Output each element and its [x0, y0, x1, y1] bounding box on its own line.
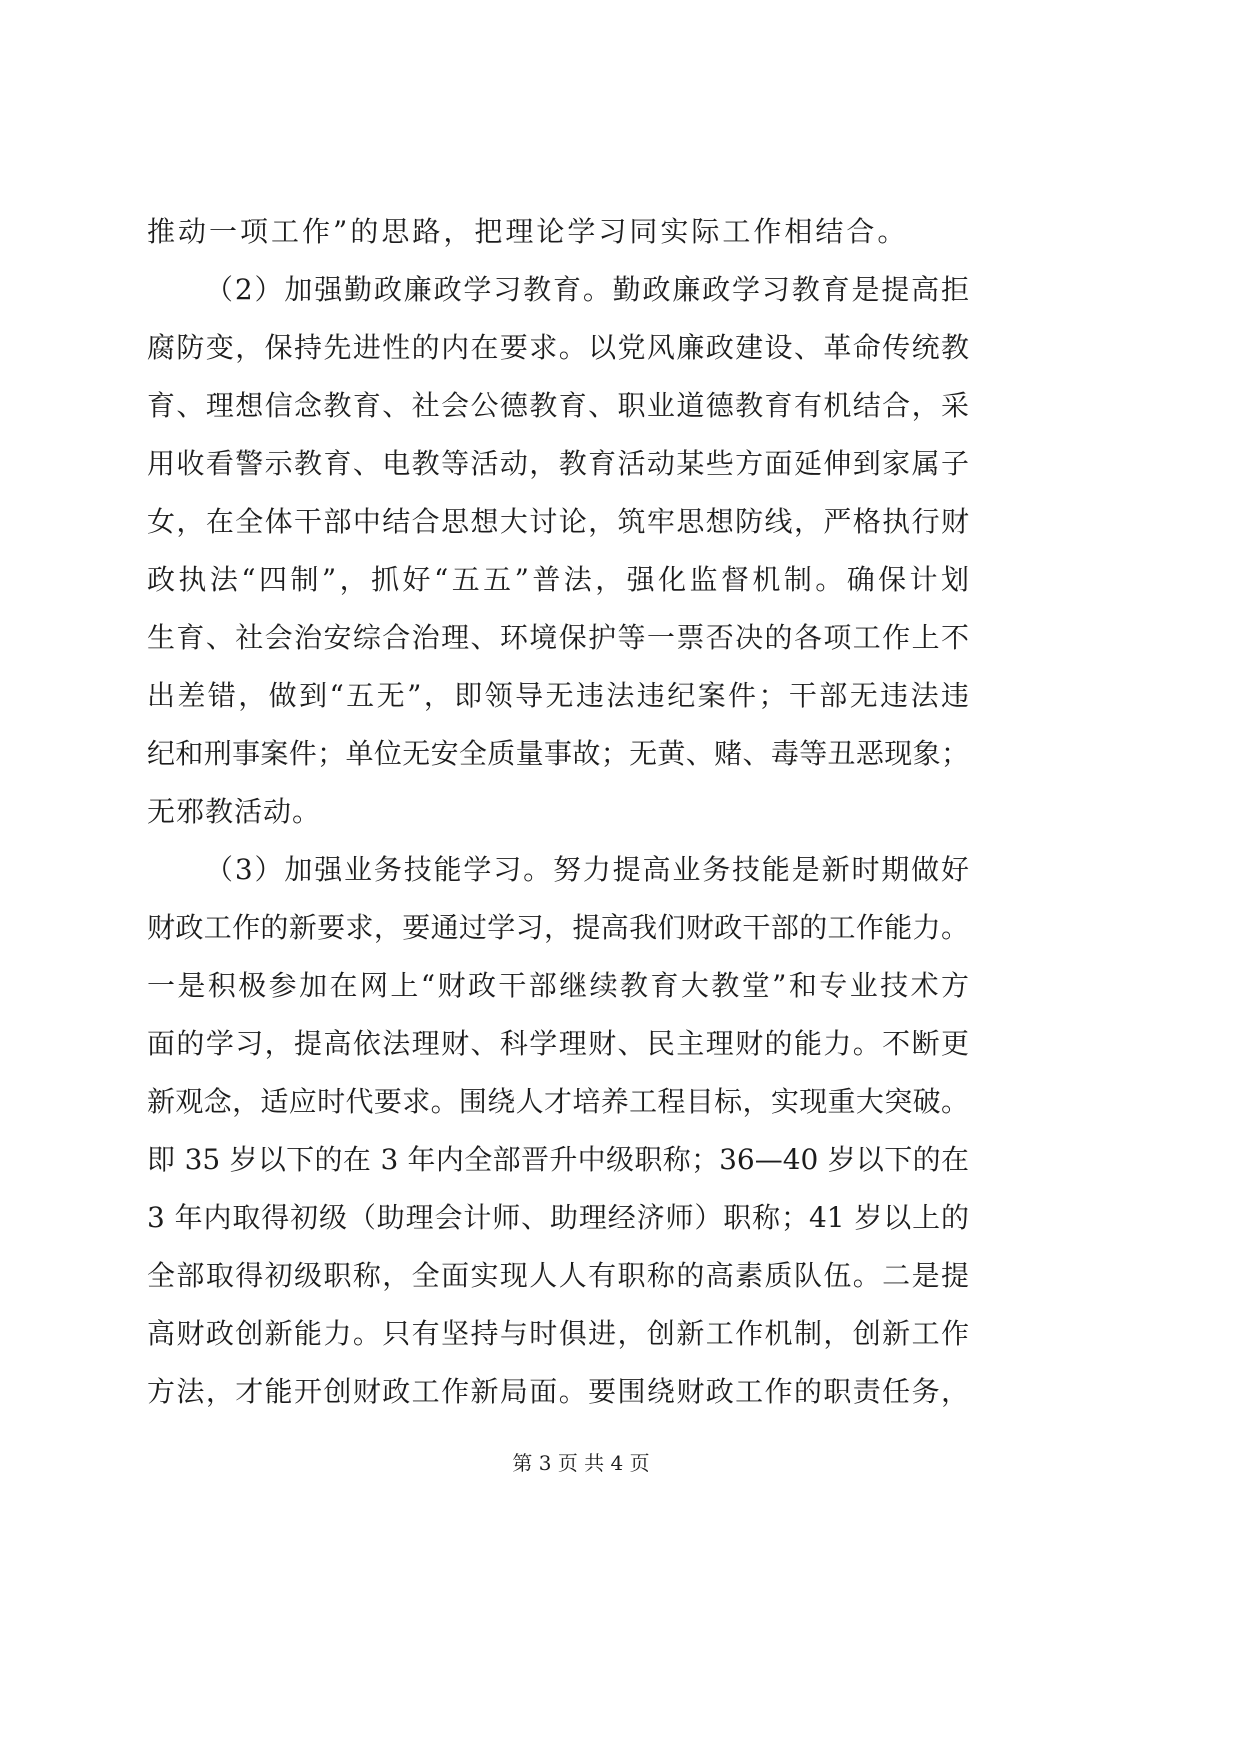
- page-footer: 第 3 页 共 4 页: [512, 1451, 650, 1475]
- body-line: （2）加强勤政廉政学习教育。勤政廉政学习教育是提高拒: [205, 273, 969, 306]
- body-line: 政执法“四制”，抓好“五五”普法，强化监督机制。确保计划: [147, 563, 969, 596]
- body-line: 高财政创新能力。只有坚持与时俱进，创新工作机制，创新工作: [147, 1317, 969, 1350]
- body-line: 3 年内取得初级（助理会计师、助理经济师）职称；41 岁以上的: [147, 1201, 969, 1234]
- body-line: 无邪教活动。: [147, 795, 322, 828]
- body-line: 财政工作的新要求，要通过学习，提高我们财政干部的工作能力。: [147, 911, 969, 944]
- paragraph-continuation: [147, 203, 969, 261]
- paragraph-3: [147, 841, 969, 1421]
- body-line: 全部取得初级职称，全面实现人人有职称的高素质队伍。二是提: [147, 1259, 969, 1292]
- document-body: [147, 203, 969, 1421]
- body-line: 育、理想信念教育、社会公德教育、职业道德教育有机结合，采: [147, 389, 969, 422]
- body-line: 一是积极参加在网上“财政干部继续教育大教堂”和专业技术方: [147, 969, 969, 1002]
- body-line: 纪和刑事案件；单位无安全质量事故；无黄、赌、毒等丑恶现象；: [147, 737, 969, 770]
- body-line: 面的学习，提高依法理财、科学理财、民主理财的能力。不断更: [147, 1027, 969, 1060]
- body-line: 新观念，适应时代要求。围绕人才培养工程目标，实现重大突破。: [147, 1085, 969, 1118]
- body-line: 腐防变，保持先进性的内在要求。以党风廉政建设、革命传统教: [147, 331, 969, 364]
- body-line: 生育、社会治安综合治理、环境保护等一票否决的各项工作上不: [147, 621, 969, 654]
- body-line: 方法，才能开创财政工作新局面。要围绕财政工作的职责任务，: [147, 1375, 969, 1408]
- body-line: 即 35 岁以下的在 3 年内全部晋升中级职称；36—40 岁以下的在: [147, 1143, 969, 1176]
- body-line: 出差错，做到“五无”，即领导无违法违纪案件；干部无违法违: [147, 679, 969, 712]
- body-line: （3）加强业务技能学习。努力提高业务技能是新时期做好: [205, 853, 969, 886]
- paragraph-2: [147, 261, 969, 841]
- body-line: 用收看警示教育、电教等活动，教育活动某些方面延伸到家属子: [147, 447, 969, 480]
- body-line: 推动一项工作”的思路，把理论学习同实际工作相结合。: [147, 215, 909, 248]
- body-line: 女，在全体干部中结合思想大讨论，筑牢思想防线，严格执行财: [147, 505, 969, 538]
